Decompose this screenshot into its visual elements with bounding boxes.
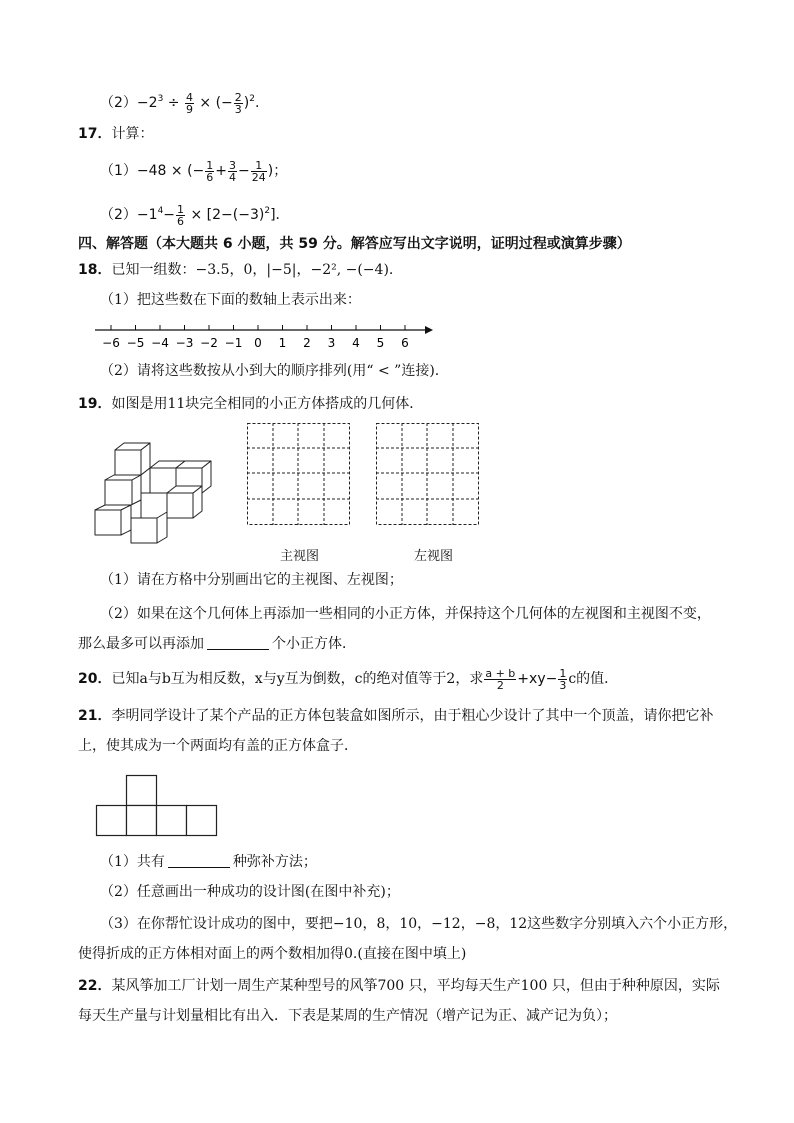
number-line-label: −1 <box>224 336 243 350</box>
q21-part1: （1）共有 种弥补方法； <box>100 854 317 870</box>
number-line-label: 5 <box>376 336 385 350</box>
number-line-label: −4 <box>151 336 169 350</box>
front-view-caption: 主视图 <box>280 549 320 564</box>
q17-part1: （1）−48 × (− $\frac{1}{6}$ + $\frac{3}{4}$ − $\frac{1}{24}$ )； <box>100 158 288 184</box>
q19-text: 19．如图是用11块完全相同的小正方体搭成的几何体． <box>78 396 424 412</box>
q22-text-a: 22．某风筝加工厂计划一周生产某种型号的风筝700 只，平均每天生产100 只，但由于种种原因，实际 <box>78 978 720 994</box>
left-view-caption: 左视图 <box>414 549 454 564</box>
number-line-label: 3 <box>327 336 336 350</box>
fraction: $\frac{3}{4}$ <box>229 158 237 184</box>
number-line-label: 6 <box>401 336 409 350</box>
q20-text: 20．已知a与b互为相反数，x与y互为倒数，c的绝对值等于2，求 $\frac{a + b}{2}$ +xy− $\frac{1}{3}$ c的值． <box>78 666 619 692</box>
number-line-arrow <box>425 326 433 334</box>
number-line-label: 0 <box>254 336 262 350</box>
cube-solid-figure <box>95 438 215 548</box>
q19-part1: （1）请在方格中分别画出它的主视图、左视图； <box>100 572 403 588</box>
q16-part2: $(2)-2^3$ ÷ $\frac{4}{9}$ × (− $\frac{2}{3}$ )$^2$. <box>100 90 260 116</box>
q21-text-a: 21．李明同学设计了某个产品的正方体包装盒如图所示，由于粗心少设计了其中一个顶盖，请你把它补 <box>78 708 714 724</box>
number-line-label: −6 <box>102 336 120 350</box>
answer-blank[interactable] <box>168 853 230 868</box>
fraction: $\frac{2}{3}$ <box>234 90 242 116</box>
q18-part2: （2）请将这些数按从小到大的顺序排列(用“ < ”连接). <box>100 363 440 379</box>
q18-text: 18．已知一组数：−3.5，0，|−5|，−2², −(−4). <box>78 262 394 278</box>
number-line-label: 1 <box>278 336 287 350</box>
number-line <box>95 320 435 350</box>
q21-part3-a: （3）在你帮忙设计成功的图中，要把−10，8，10，−12，−8，12这些数字分别填入六个小正方形， <box>100 916 738 932</box>
q22-text-b: 每天生产量与计划量相比有出入．下表是某周的生产情况（增产记为正、减产记为负）； <box>78 1008 617 1024</box>
left-view-grid <box>376 423 480 527</box>
number-line-label: −2 <box>200 336 218 350</box>
q19-part2-a: （2）如果在这个几何体上再添加一些相同的小正方体，并保持这个几何体的左视图和主视图不变， <box>100 606 711 622</box>
section-heading: 四、解答题（本大题共 6 小题，共 59 分。解答应写出文字说明，证明过程或演算步骤） <box>78 236 631 252</box>
fraction: $\frac{1}{24}$ <box>251 158 266 184</box>
fraction: $\frac{1}{6}$ <box>177 202 185 228</box>
number-line-label: 2 <box>303 336 311 350</box>
fraction: $\frac{4}{9}$ <box>185 90 193 116</box>
q19-part2-b: 那么最多可以再添加 个小正方体． <box>78 636 356 652</box>
fraction: $\frac{a + b}{2}$ <box>485 666 516 692</box>
cube-net-figure <box>96 775 220 837</box>
q21-part2: （2）任意画出一种成功的设计图(在图中补充)； <box>100 884 400 900</box>
fraction: $\frac{1}{3}$ <box>559 666 567 692</box>
q21-part3-b: 使得折成的正方体相对面上的两个数相加得0.(直接在图中填上) <box>78 946 467 962</box>
number-line-label: −5 <box>126 336 145 350</box>
q21-text-b: 上，使其成为一个两面均有盖的正方体盒子． <box>78 738 358 754</box>
q17-part2: $(2)-1^4-$ $\frac{1}{6}$ × $[2-(-3)^2]$． <box>100 202 290 228</box>
number-line-label: −3 <box>175 336 194 350</box>
answer-blank[interactable] <box>207 635 269 650</box>
q17-title: 17．计算： <box>78 126 154 142</box>
front-view-grid <box>247 423 351 527</box>
fraction: $\frac{1}{6}$ <box>206 158 214 184</box>
number-line-label: 4 <box>352 336 360 350</box>
q18-part1: （1）把这些数在下面的数轴上表示出来： <box>100 292 361 308</box>
